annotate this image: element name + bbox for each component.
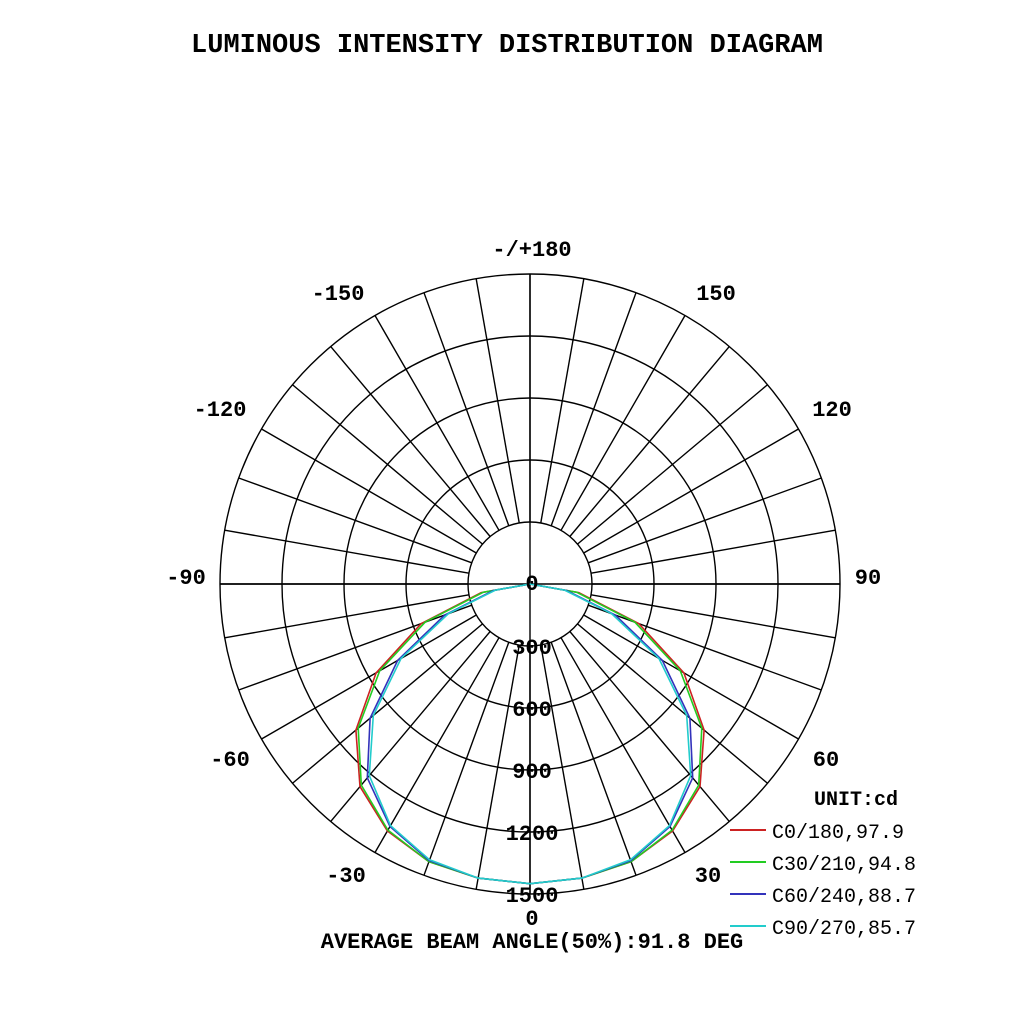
grid-spoke [551,642,636,875]
grid-spoke [424,642,509,875]
angle-label: 30 [694,864,722,889]
angle-label: 120 [812,398,852,423]
legend-entry-label: C90/270,85.7 [772,918,917,941]
radial-tick-label: 300 [512,636,552,661]
legend-entry-label: C30/210,94.8 [772,854,917,877]
radial-tick-label: 0 [525,572,539,597]
grid-spoke [584,615,799,739]
radial-tick-label: 1200 [505,822,559,847]
average-beam-angle: AVERAGE BEAM ANGLE(50%):91.8 DEG [320,930,744,955]
angle-label: 90 [854,566,882,591]
angle-label: -90 [166,566,206,591]
chart-title: LUMINOUS INTENSITY DISTRIBUTION DIAGRAM [191,31,823,61]
grid-spoke [577,385,767,544]
grid-spoke [591,530,835,573]
grid-spoke [331,631,490,821]
radial-tick-label: 600 [512,698,552,723]
grid-spoke [262,429,477,553]
angle-label: -150 [311,282,365,307]
grid-spoke [541,279,584,523]
grid-spoke [225,530,469,573]
angle-label: -30 [326,864,366,889]
radial-tick-label: 900 [512,760,552,785]
grid-spoke [570,631,729,821]
angle-label: 60 [812,748,840,773]
angle-label: 0 [525,907,539,932]
grid-spoke [239,605,472,690]
unit-label: UNIT:cd [814,789,899,812]
grid-spoke [293,624,483,783]
grid-spoke [262,615,477,739]
grid-spoke [331,347,490,537]
grid-spoke [588,605,821,690]
legend [730,789,916,941]
legend-entry-label: C60/240,88.7 [772,886,917,909]
grid-spoke [584,429,799,553]
angle-label: -120 [193,398,247,423]
grid-spoke [591,595,835,638]
angle-label: -60 [210,748,250,773]
grid-spoke [293,385,483,544]
grid-spoke [588,478,821,563]
grid-spoke [577,624,767,783]
grid-spoke [551,293,636,526]
legend-entry-label: C0/180,97.9 [772,822,905,845]
grid-spoke [225,595,469,638]
grid-spoke [375,316,499,531]
grid-spoke [424,293,509,526]
radial-tick-label: 1500 [505,884,559,909]
grid-spoke [239,478,472,563]
grid-spoke [476,279,519,523]
angle-label: -/+180 [492,238,572,263]
grid-spoke [570,347,729,537]
grid-spoke [561,316,685,531]
radial-tick-labels [506,572,559,909]
angle-label: 150 [696,282,736,307]
